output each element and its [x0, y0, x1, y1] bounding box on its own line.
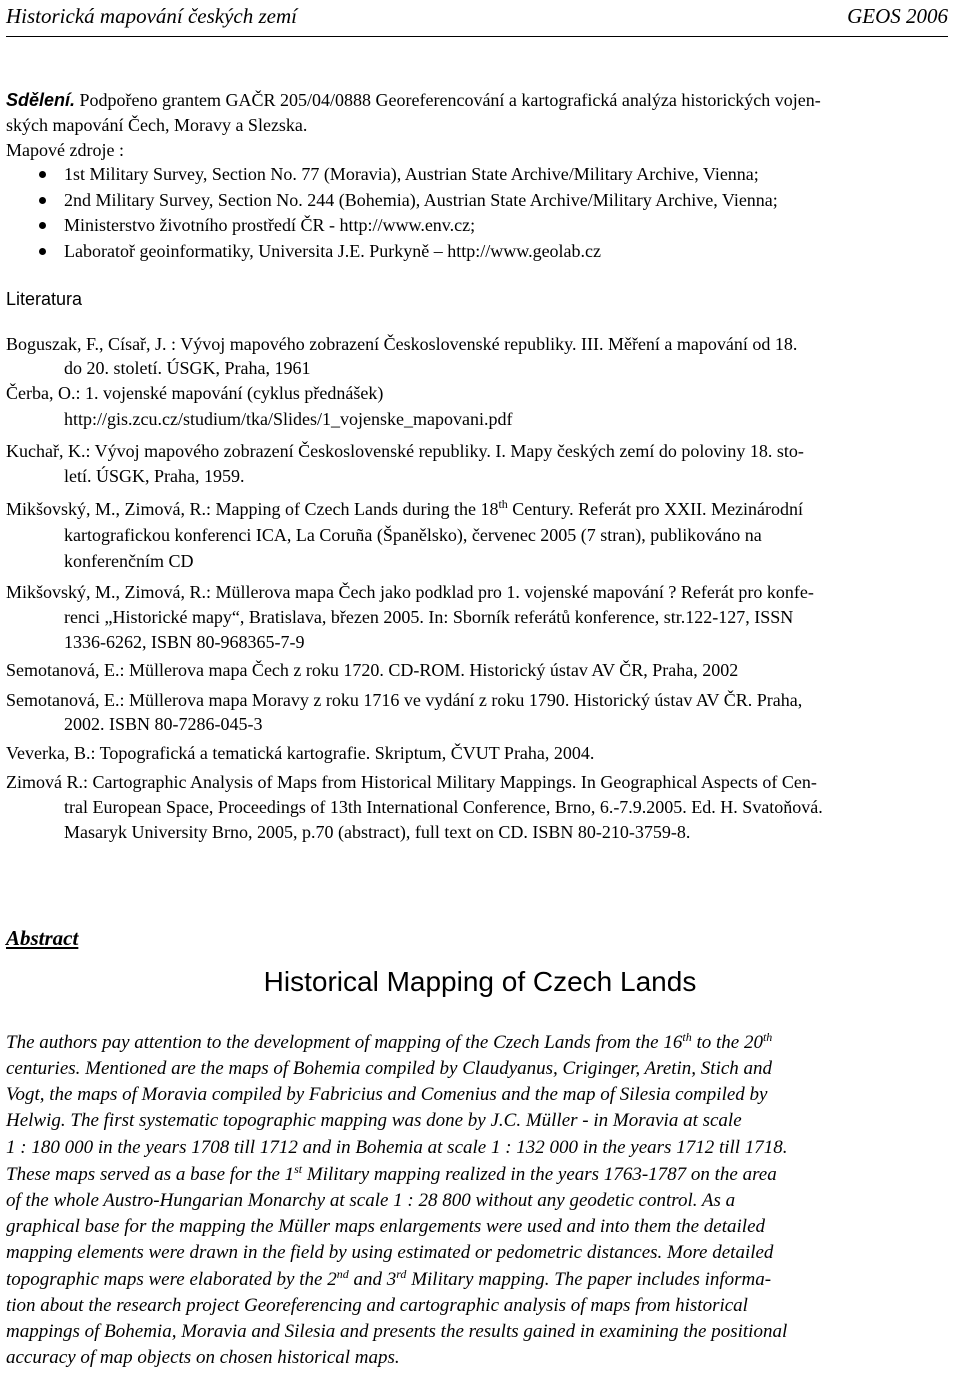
abstract-sup: th — [762, 1030, 773, 1044]
notice-text-1: Podpořeno grantem GAČR 205/04/0888 Georeferencování a kartografická analýza historických vojen- — [79, 90, 821, 110]
abstract-title: Historical Mapping of Czech Lands — [263, 966, 697, 997]
bullet-icon — [39, 171, 46, 178]
lit-line: Semotanová, E.: Müllerova mapa Čech z roku 1720. CD-ROM. Historický ústav AV ČR, Praha, 2002 — [6, 660, 739, 680]
source-item: 2nd Military Survey, Section No. 244 (Bohemia), Austrian State Archive/Military Archive, Vienna; — [64, 190, 778, 210]
lit-line: Masaryk University Brno, 2005, p.70 (abstract), full text on CD. ISBN 80-210-3759-8. — [64, 822, 691, 842]
lit-line — [6, 497, 803, 521]
lit-line: tral European Space, Proceedings of 13th International Conference, Brno, 6.-7.9.2005. Ed. H. Svatoňová. — [64, 797, 823, 817]
abstract-line — [6, 1268, 771, 1292]
abstract-line: accuracy of map objects on chosen historical maps. — [6, 1347, 400, 1368]
source-item: 1st Military Survey, Section No. 77 (Moravia), Austrian State Archive/Military Archive, Vienna; — [64, 164, 759, 184]
lit-line: Boguszak, F., Císař, J. : Vývoj mapového zobrazení Československé republiky. III. Měření a mapování od 18. — [6, 334, 798, 354]
lit-line: renci „Historické mapy“, Bratislava, březen 2005. In: Sborník referátů konference, str.122-127, ISSN — [64, 607, 794, 627]
abstract-line: 1 : 180 000 in the years 1708 till 1712 and in Bohemia at scale 1 : 132 000 in the years 1712 till 1718. — [6, 1137, 788, 1158]
lit-line: konferenčním CD — [64, 551, 194, 571]
abstract-line: mapping elements were drawn in the field by using estimated or pedometric distances. More detailed — [6, 1242, 774, 1263]
abstract-line — [6, 1031, 772, 1055]
lit-line: Mikšovský, M., Zimová, R.: Müllerova mapa Čech jako podklad pro 1. vojenské mapování ? Referát pro konfe- — [6, 582, 814, 602]
bullet-icon — [39, 197, 46, 204]
abstract-l1a: The authors pay attention to the development of mapping of the Czech Lands from the 16 — [6, 1032, 683, 1053]
abstract-line: of the whole Austro-Hungarian Monarchy at scale 1 : 28 800 without any geodetic control. As a — [6, 1190, 736, 1211]
notice-label: Sdělení. — [6, 90, 76, 110]
abstract-l10a: topographic maps were elaborated by the 2 — [6, 1269, 337, 1290]
abstract-l6b: Military mapping realized in the years 1763-1787 on the area — [302, 1164, 777, 1185]
lit-line: Semotanová, E.: Müllerova mapa Moravy z roku 1716 ve vydání z roku 1790. Historický ústav AV ČR. Praha, — [6, 690, 803, 710]
lit-miksovsky-c: Mezinárodní — [711, 499, 804, 519]
page-header — [6, 0, 948, 37]
header-title: Historická mapování českých zemí — [6, 4, 297, 28]
abstract-l10c: Military mapping. The paper includes informa- — [406, 1269, 772, 1290]
abstract-line: Helwig. The first systematic topographic mapping was done by J.C. Müller - in Moravia at scale — [6, 1110, 742, 1131]
source-item: Ministerstvo životního prostředí ČR - http://www.env.cz; — [64, 215, 476, 235]
notice-line-1 — [6, 88, 821, 112]
abstract-line: centuries. Mentioned are the maps of Bohemia compiled by Claudyanus, Criginger, Aretin, Stich and — [6, 1058, 773, 1079]
lit-line: kartografickou konferenci ICA, La Coruña (Španělsko), červenec 2005 (7 stran), publikováno na — [64, 525, 762, 545]
lit-line: letí. ÚSGK, Praha, 1959. — [64, 466, 245, 486]
header-conference: GEOS 2006 — [847, 4, 948, 28]
abstract-line: mappings of Bohemia, Moravia and Silesia and presents the results gained in examining the positional — [6, 1321, 788, 1342]
lit-miksovsky-a: Mikšovský, M., Zimová, R.: Mapping of Czech Lands during the 18 — [6, 499, 499, 519]
lit-line: 2002. ISBN 80-7286-045-3 — [64, 714, 263, 734]
lit-sup: th — [498, 497, 508, 511]
bullet-icon — [39, 248, 46, 255]
abstract-heading: Abstract — [6, 926, 79, 950]
notice-line-2: ských mapování Čech, Moravy a Slezska. — [6, 115, 308, 135]
lit-line: Zimová R.: Cartographic Analysis of Maps from Historical Military Mappings. In Geographical Aspects of Cen- — [6, 772, 817, 792]
abstract-l1b: to the 20 — [691, 1032, 763, 1053]
lit-line: 1336-6262, ISBN 80-968365-7-9 — [64, 632, 305, 652]
bullet-icon — [39, 222, 46, 229]
lit-miksovsky-b: Century. Referát pro XXII. — [507, 499, 707, 519]
source-item: Laboratoř geoinformatiky, Universita J.E. Purkyně – http://www.geolab.cz — [64, 241, 602, 261]
abstract-line: graphical base for the mapping the Müller maps enlargements were used and into them the detailed — [6, 1216, 766, 1237]
abstract-sup: st — [294, 1162, 303, 1176]
abstract-line: Vogt, the maps of Moravia compiled by Fabricius and Comenius and the map of Silesia compiled by — [6, 1084, 768, 1105]
lit-line: Veverka, B.: Topografická a tematická kartografie. Skriptum, ČVUT Praha, 2004. — [6, 743, 595, 763]
notice-line-3: Mapové zdroje : — [6, 140, 124, 160]
lit-line: Kuchař, K.: Vývoj mapového zobrazení Československé republiky. I. Mapy českých zemí do poloviny 18. sto- — [6, 441, 804, 461]
literature-heading: Literatura — [6, 289, 83, 309]
abstract-line: tion about the research project Georeferencing and cartographic analysis of maps from historical — [6, 1295, 748, 1316]
lit-line: Čerba, O.: 1. vojenské mapování (cyklus přednášek) — [6, 383, 384, 403]
abstract-sup: rd — [396, 1267, 407, 1281]
abstract-sup: nd — [336, 1267, 349, 1281]
abstract-line — [6, 1163, 777, 1187]
abstract-sup: th — [682, 1030, 692, 1044]
lit-link[interactable]: http://gis.zcu.cz/studium/tka/Slides/1_vojenske_mapovani.pdf — [64, 409, 513, 429]
abstract-l6a: These maps served as a base for the 1 — [6, 1164, 295, 1185]
abstract-l10b: and 3 — [348, 1269, 397, 1290]
lit-line: do 20. století. ÚSGK, Praha, 1961 — [64, 358, 311, 378]
